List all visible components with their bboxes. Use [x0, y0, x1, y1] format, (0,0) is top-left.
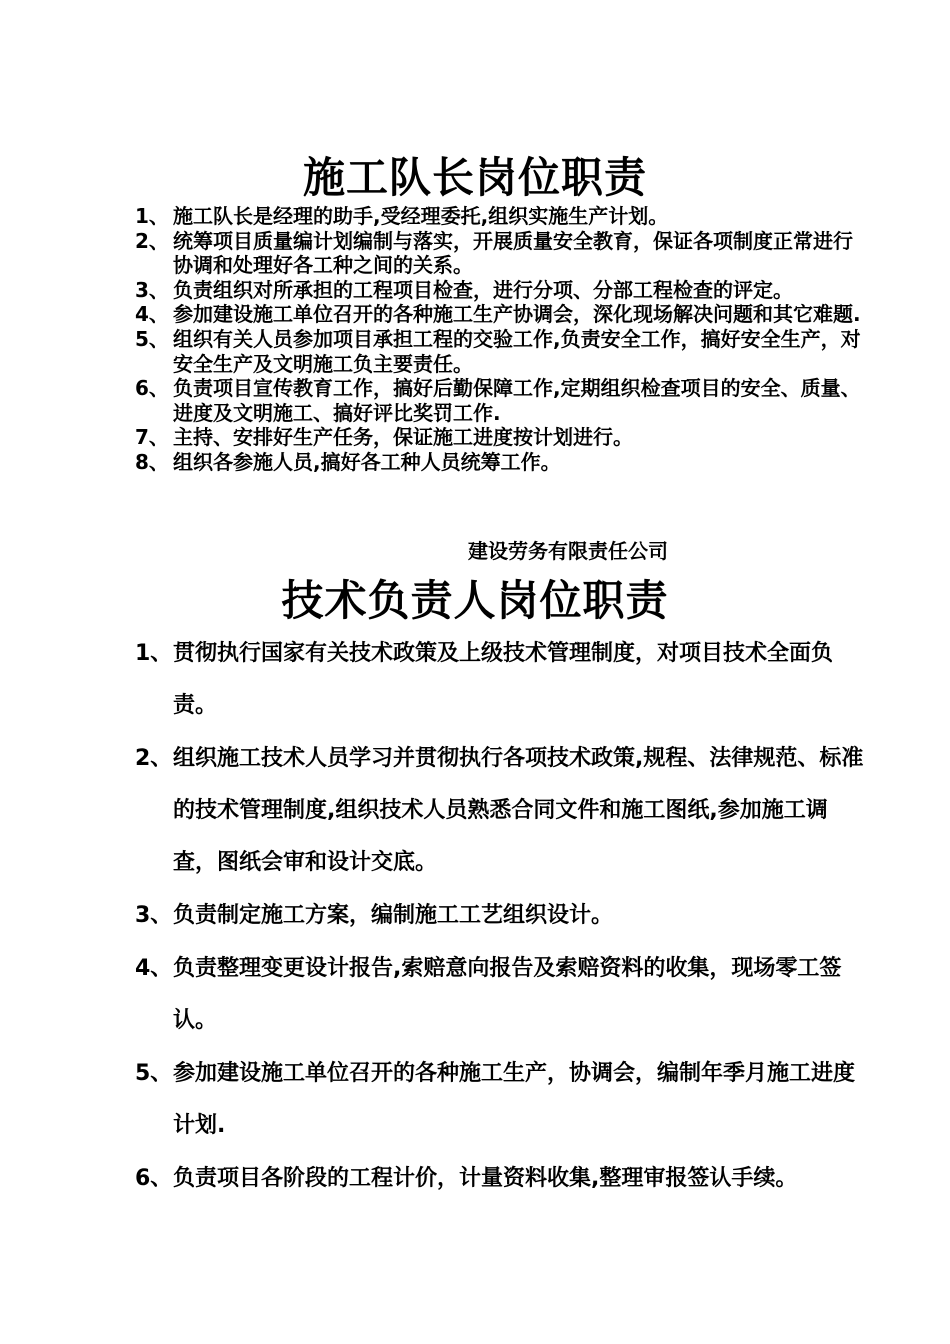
item-text: 统筹项目质量编计划编制与落实，开展质量安全教育，保证各项制度正常进行协调和处理好各工种之间的关系。 — [173, 228, 853, 278]
item-number: 8、 — [135, 449, 169, 474]
item-text: 负责项目宣传教育工作，搞好后勤保障工作,定期组织检查项目的安全、质量、进度及文明施工、搞好评比奖罚工作. — [173, 376, 861, 425]
item-number: 5、 — [135, 326, 169, 351]
item-number: 3、 — [135, 903, 173, 928]
item-text: 施工队长是经理的助手,受经理委托,组织实施生产计划。 — [173, 204, 669, 228]
item-number: 5、 — [135, 1061, 173, 1086]
item-text: 负责组织对所承担的工程项目检查，进行分项、分部工程检查的评定。 — [173, 277, 793, 302]
item-text: 主持、安排好生产任务，保证施工进度按计划进行。 — [173, 425, 633, 450]
list-item — [135, 628, 865, 732]
item-number: 4、 — [135, 302, 169, 327]
item-text: 负责项目各阶段的工程计价，计量资料收集,整理审报签认手续。 — [173, 1166, 798, 1191]
list-item — [135, 327, 865, 376]
item-number: 2、 — [135, 746, 173, 771]
item-number: 4、 — [135, 956, 173, 981]
list-item — [135, 376, 865, 425]
list-item — [135, 302, 865, 327]
item-text: 参加建设施工单位召开的各种施工生产协调会，深化现场解决问题和其它难题. — [173, 302, 861, 327]
list-item — [135, 278, 865, 303]
list-item — [135, 425, 865, 450]
list-item — [135, 943, 865, 1047]
list-item — [135, 890, 865, 942]
list-item — [135, 1153, 865, 1205]
item-number: 3、 — [135, 277, 169, 302]
item-text: 参加建设施工单位召开的各种施工生产，协调会，编制年季月施工进度计划. — [173, 1061, 856, 1138]
item-text: 组织有关人员参加项目承担工程的交验工作,负责安全工作，搞好安全生产，对安全生产及文明施工负主要责任。 — [173, 326, 861, 376]
list-item — [135, 229, 865, 278]
section1-duty-list — [135, 204, 865, 475]
item-number: 6、 — [135, 376, 169, 401]
item-number: 1、 — [135, 204, 169, 228]
item-number: 6、 — [135, 1166, 173, 1191]
item-number: 1、 — [135, 641, 173, 666]
item-text: 负责制定施工方案，编制施工工艺组织设计。 — [173, 903, 614, 928]
item-text: 负责整理变更设计报告,索赔意向报告及索赔资料的收集，现场零工签认。 — [173, 956, 842, 1033]
item-text: 组织施工技术人员学习并贯彻执行各项技术政策,规程、法律规范、标准的技术管理制度,组织技术人员熟悉合同文件和施工图纸,参加施工调查，图纸会审和设计交底。 — [173, 746, 864, 875]
item-number: 7、 — [135, 425, 169, 450]
item-text: 组织各参施人员,搞好各工种人员统筹工作。 — [173, 449, 561, 474]
list-item — [135, 450, 865, 475]
section2-title: 技术负责人岗位职责 — [281, 576, 669, 625]
section2-duty-list — [135, 628, 865, 1206]
list-item — [135, 733, 865, 889]
list-item — [135, 204, 865, 229]
company-name: 建设劳务有限责任公司 — [468, 539, 668, 563]
list-item — [135, 1048, 865, 1152]
section1-title: 施工队长岗位职责 — [302, 153, 647, 202]
item-text: 贯彻执行国家有关技术政策及上级技术管理制度，对项目技术全面负责。 — [173, 641, 834, 718]
item-number: 2、 — [135, 228, 169, 253]
